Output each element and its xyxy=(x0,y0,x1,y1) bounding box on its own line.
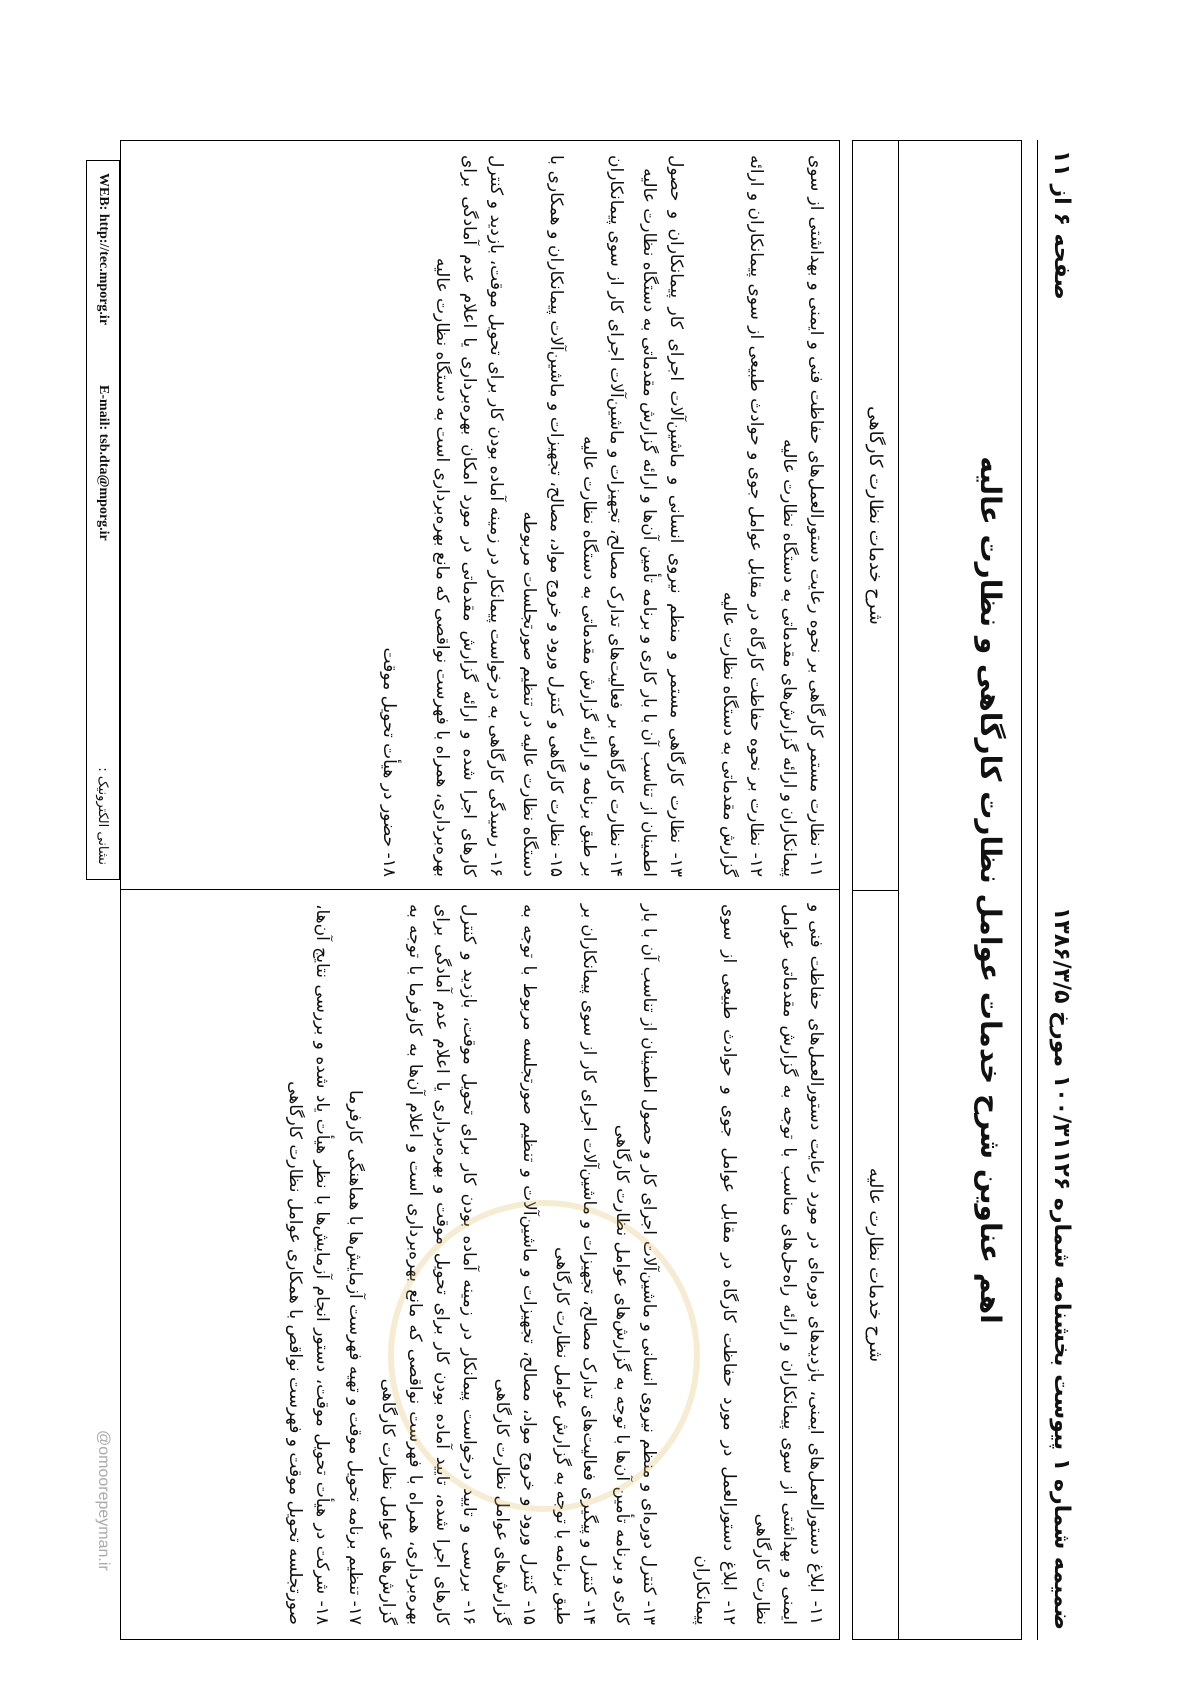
document-title: اهم عناوین شرح خدمات عوامل نظارت کارگاهی و نظارت عالیه xyxy=(974,456,1007,1324)
attachment-reference: ضمیمه شماره ۱ پیوست بخشنامه شماره ۱۰۰/۳۱۱۲۶ مورخ ۱۳۸۶/۳/۵ xyxy=(1049,906,1074,1630)
list-item: ۱۴- نظارت کارگاهی بر فعالیت‌های تدارک مصالح، تجهیزات و ماشین‌آلات اجرای کار از سوی پیمانکاران بر طبق برنامه و ارائه گزارش مقدماتی به دستگاه نظارت عالیه xyxy=(579,155,626,877)
list-item: ۱۷- تنظیم برنامه تحویل موقت و تهیه فهرست آزمایش‌ها با هماهنگی کارفرما xyxy=(345,1089,365,1625)
column-heading-site-supervision: شرح خدمات نظارت کارگاهی xyxy=(853,141,899,890)
list-item: ۱۵- کنترل ورود و خروج مواد، مصالح، تجهیزات و ماشین‌آلات و تنظیم صورتجلسه مربوط با توجه به گزارش‌های عوامل نظارت کارگاهی xyxy=(492,904,539,1625)
list-item: ۱۸- شرکت در هیأت تحویل موقت، دستور انجام آزمایش‌ها با نظر هیأت یاد شده و بررسی نتایج آن‌ها، صورتجلسه تحویل موقت و فهرست نواقص با همکاری عوامل نظارت کارگاهی xyxy=(285,904,332,1625)
list-item: ۱۱- نظارت مستمر کارگاهی بر نحوه رعایت دستورالعمل‌های حفاظت فنی و ایمنی و بهداشتی از سوی پیمانکاران و ارائه گزارش‌های مقدماتی به دستگاه نظارت عالیه xyxy=(779,155,826,877)
watermark-text: @omoorepeyman.ir xyxy=(95,1430,112,1571)
list-item: ۱۸- حضور در هیأت تحویل موقت xyxy=(379,647,399,877)
list-item: ۱۳- نظارت کارگاهی مستمر و منظم نیروی انسانی و ماشین‌آلات اجرای کار پیمانکاران و حصول اطمینان از تناسب آن با بار کاری و برنامه تأمین آن‌ها و ارائه گزارش مقدماتی به دستگاه نظارت عالیه xyxy=(639,155,686,877)
rotated-page xyxy=(70,140,1080,1640)
watermark-logo xyxy=(388,1200,700,1512)
list-item: ۱۴- کنترل و پیگیری فعالیت‌های تدارک مصالح، تجهیزات و ماشین‌آلات اجرای کار از سوی پیمانکاران بر طبق برنامه با توجه به گزارش عوامل نظارت کارگاهی xyxy=(552,904,599,1625)
footer-box xyxy=(86,160,120,880)
list-item: ۱۵- نظارت کارگاهی و کنترل ورود و خروج مواد، مصالح، تجهیزات و ماشین‌آلات پیمانکاران و همکاری با دستگاه نظارت عالیه در تنظیم صورتجلسات مربوطه xyxy=(519,155,566,877)
list-item: ۱۱- ابلاغ دستورالعمل‌های ایمنی، بازدیدهای دوره‌ای در مورد رعایت دستورالعمل‌های حفاظت فنی و ایمنی و بهداشتی از سوی پیمانکاران و ارائه راه‌حل‌های مناسب با توجه به گزارش مقدماتی عوامل نظارت کارگاهی xyxy=(752,904,826,1625)
header-bar xyxy=(1037,140,1080,1640)
page-number: صفحه ۶ از ۱۱ xyxy=(1049,150,1074,300)
footer-web: WEB: http://tec.mporg.ir xyxy=(96,173,111,326)
list-item: ۱۳- کنترل دوره‌ای و منظم نیروی انسانی و ماشین‌آلات اجرای کار و حصول اطمینان از تناسب آن با بار کاری و برنامه تأمین آن‌ها با توجه به گزارش‌های عوامل نظارت کارگاهی xyxy=(612,904,659,1625)
list-item: ۱۶- بررسی و تایید درخواست پیمانکار در زمینه آماده بودن کار برای تحویل موقت، بازدید و کنترل کارهای اجرا شده، تایید آماده بودن کار برای تحویل موقت و بهره‌برداری یا اعلام عدم آمادگی برای بهره‌برداری، همراه با فهرست نواقصی که مانع بهره‌برداری است و اعلام آن‌ها به کارفرما با توجه به گزارش‌های عوامل نظارت کارگاهی xyxy=(378,904,479,1625)
title-box xyxy=(852,140,1022,1640)
column-heading-supervision: شرح خدمات نظارت عالیه xyxy=(853,890,899,1639)
list-item: ۱۲- ابلاغ دستورالعمل در مورد حفاظت کارگاه در مقابل عوامل جوی و حوادث طبیعی از سوی پیمانکاران xyxy=(692,904,739,1625)
footer-email: E-mail: tsb.dta@mporg.ir xyxy=(96,385,111,541)
list-item: ۱۲- نظارت بر نحوه حفاظت کارگاه در مقابل عوامل جوی و حوادث طبیعی از سوی پیمانکاران و ارائه گزارش مقدماتی به دستگاه نظارت عالیه xyxy=(719,155,766,877)
site-supervision-column xyxy=(121,141,839,891)
list-item: ۱۶- رسیدگی کارگاهی به درخواست پیمانکار در زمینه آماده بودن کار برای تحویل موقت، بازدید و کنترل کارهای اجرا شده و ارائه گزارش مقدماتی در مورد امکان بهره‌برداری یا اعلام عدم آمادگی برای بهره‌برداری، همراه با فهرست نواقصی که مانع بهره‌برداری است به دستگاه نظارت عالیه xyxy=(432,155,506,877)
footer-link-label: نشانی الکترونیک : xyxy=(95,767,111,865)
